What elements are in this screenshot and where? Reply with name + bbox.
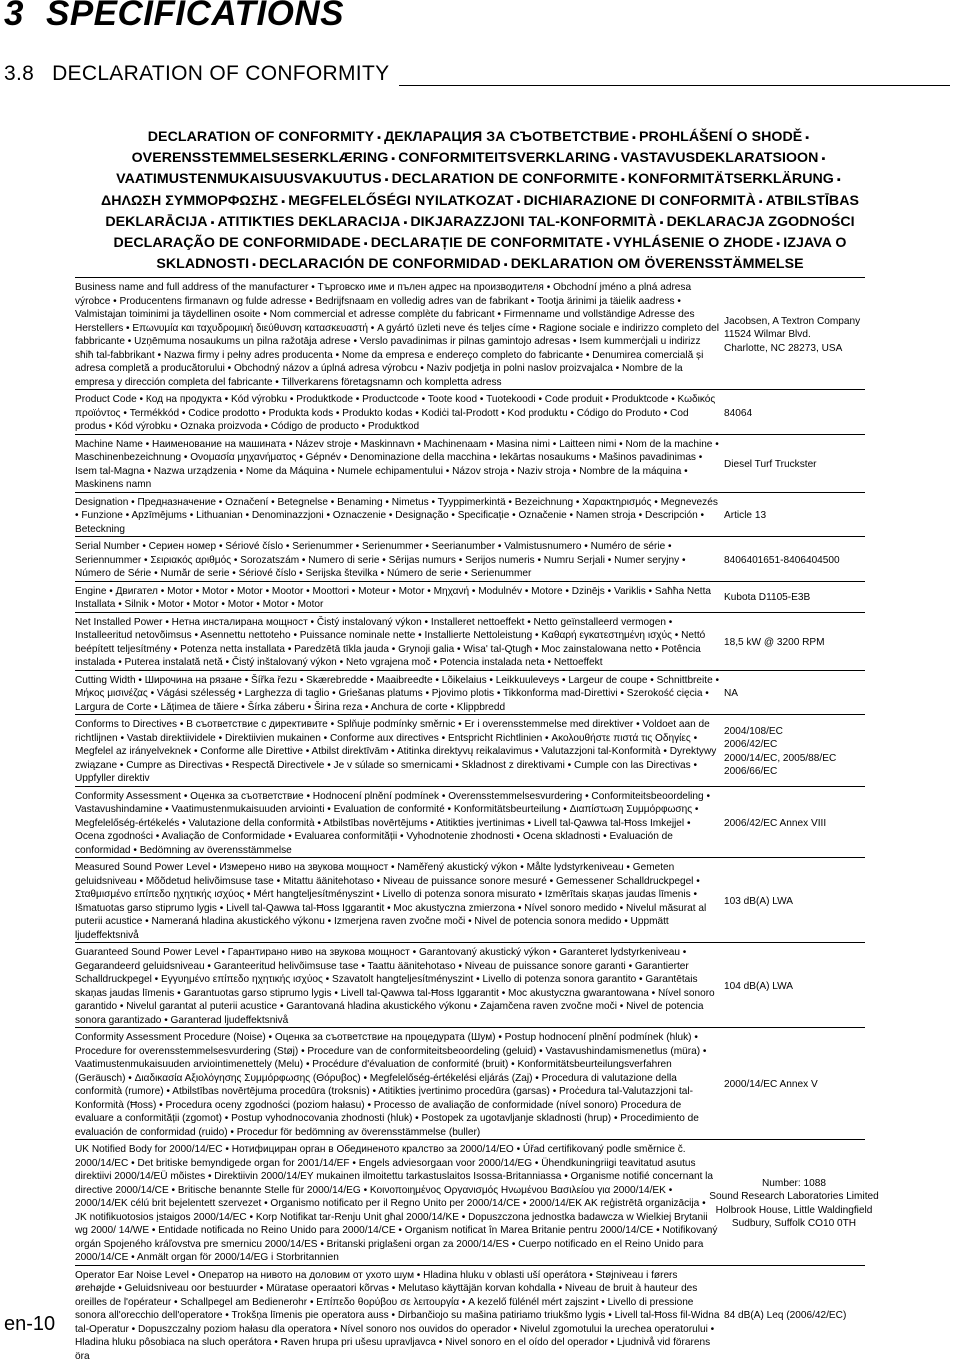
title-line (60, 233, 900, 254)
spec-label: Net Installed Power • Нетна инсталирана мощност • Čistý instalovaný výkon • Installeret nettoeffekt • Netto geïnstalleerd vermogen • Installeeritud netovõimsus • Asennettu nettoteho • Puissance nominale nette • Installierte Nettoleistung • Καθαρή εγκατεστημένη ισχύς • Nettó beépített teljesítmény • Potenza netta installata • Paredzētā tīkla jauda • Grynoji galia • Wisa' tal-Qtugħ • Moc zainstalowana netto • Potência instalada • Puterea instalată netă • Čistý inštalovaný výkon • Neto vgrajena moč • Potencia instalada neta • Nettoeffekt (75, 616, 724, 670)
spec-row (75, 389, 865, 434)
title-line (60, 191, 900, 212)
bullet-separator: ▪ (364, 238, 368, 250)
title-line (60, 254, 900, 275)
spec-row (75, 612, 865, 670)
spec-label: Cutting Width • Широчина на рязане • Šířka řezu • Skærebredde • Maaibreedte • Lõikelaius • Leikkuuleveys • Largeur de coupe • Schnittbreite • Μήκος μισινέζας • Vágási szélesség • Larghezza di taglio • Griešanas platums • Pjovimo plotis • Tikkonforma mad-Direttivi • Szerokość cięcia • Largura de Corte • Lățimea de tăiere • Šírka záberu • Širina reza • Anchura de corte • Klippbredd (75, 674, 724, 715)
spec-label: Guaranteed Sound Power Level • Гарантирано ниво на звукова мощност • Garantovaný akustický výkon • Garanteret lydstyrkeniveau • Gegarandeerd geluidsniveau • Garanteeritud helivõimsuse tase • Taattu äänitehotaso • Niveau de puissance sonore garanti • Garantierter Schalldruckpegel • Εγγυημένο επίπεδο ηχητικής ισχύος • Szavatolt hangteljesítményszint • Livello di potenza sonora garantito • Garantētais skaņas jaudas līmenis • Garantuotas garso stiprumo lygis • Livell tal-Qawwa tal-Ħoss Iggarantit • Moc akustyczna gwarantowana • Nível sonoro garantido • Nivelul garantat al puterii acustice • Garantovaná hladina akustického výkonu • Zajamčena raven zvočne moči • Nivel de potencia sonora garantizado • Garanterad ljudeffektsnivå (75, 946, 724, 1027)
title-phrase: ДЕКЛАРАЦИЯ ЗА СЪОТВЕТСТВИЕ (384, 129, 629, 145)
spec-value (724, 946, 864, 1027)
spec-value-line: Charlotte, NC 28273, USA (724, 342, 864, 356)
spec-value-line: Holbrook House, Little Waldingfield (716, 1204, 873, 1218)
spec-label: Measured Sound Power Level • Измерено ниво на звукова мощност • Naměřený akustický výkon • Målte lydstyrkeniveau • Gemeten geluidsniveau • Mõõdetud helivõimsuse tase • Mitattu äänitehotaso • Niveau de puissance sonore mesuré • Gemessener Schalldruckpegel • Σταθμισμένο επίπεδο ηχητικής ισχύος • Mért hangteljesítményszint • Livello di potenza sonora misurato • Izmērītais skaņas jaudas līmenis • Išmatuotas garso stiprumo lygis • Livell tal-Qawwa tal-Ħoss Iggarantit • Moc akustyczna zmierzona • Nível sonoro medido • Nivelul măsurat al puterii acustice • Nameraná hladina akustického výkonu • Izmerjena raven zvočne moči • Nivel de potencia sonora medido • Uppmätt ljudeffektsnivå (75, 861, 724, 942)
title-phrase: VAATIMUSTENMUKAISUUSVAKUUTUS (116, 171, 381, 187)
title-phrase: SKLADNOSTI (156, 256, 249, 272)
spec-row (75, 492, 865, 537)
spec-value-line: Number: 1088 (762, 1177, 826, 1191)
bullet-separator: ▪ (252, 259, 256, 271)
spec-value (724, 1143, 864, 1265)
spec-row (75, 670, 865, 715)
title-phrase: DICHIARAZIONE DI CONFORMITÀ (524, 193, 756, 209)
spec-value-line: 11524 Wilmar Blvd. (724, 328, 864, 342)
spec-label: Serial Number • Сериен номер • Sériové číslo • Serienummer • Serienummer • Seerianumber • Valmistusnumero • Numéro de série • Seriennummer • Σειριακός αριθμός • Sorozatszám • Numero di serie • Sērijas numurs • Serijos numeris • Numru Serjali • Numer seryjny • Número de Série • Număr de serie • Sériové číslo • Serijska številka • Número de serie • Serienummer (75, 540, 724, 581)
spec-value-line: Sudbury, Suffolk CO10 0TH (732, 1217, 856, 1231)
chapter-title: SPECIFICATIONS (46, 0, 344, 33)
spec-value-line: 103 dB(A) LWA (724, 895, 864, 909)
title-phrase: DEKLARĀCIJA (105, 214, 207, 230)
spec-row (75, 786, 865, 858)
spec-label: Conforms to Directives • В съответствие с директивите • Splňuje podmínky směrnic • Er i overensstemmelse med direktiver • Voldoet aan de richtlijnen • Vastab direktiividele • Direktiivien mukainen • Conforme aux directives • Entspricht Richtlinien • Ακολουθήστε πιστά τις Οδηγίες • Megfelel az irányelveknek • Conforme alle Direttive • Atbilst direktīvām • Atitinka direktyvų reikalavimus • Valutazzjoni tal-Konformità • Dyrektywy związane • Cumpre as Directivas • Respectă Directivele • Je v súlade so smernicami • Skladnost z direktivami • Cumple con las Directivas • Uppfyller direktiv (75, 718, 724, 786)
bullet-separator: ▪ (281, 196, 285, 208)
section-title: DECLARATION OF CONFORMITY (52, 62, 389, 86)
bullet-separator: ▪ (517, 196, 521, 208)
section-heading (4, 62, 950, 86)
title-line (60, 169, 900, 190)
spec-label: Conformity Assessment • Оценка за съответствие • Hodnocení plnění podmínek • Overensstemmelsesvurdering • Conformiteitsbeoordeling • Vastavushindamine • Vaatimustenmukaisuuden arviointi • Evaluation de conformité • Konformitätsbeurteilung • Διαπίστωση Συμμόρφωσης • Megfelelőség-értékelés • Valutazione della conformità • Atbilstības novērtējums • Atitikties įvertinimas • Livell tal-Qawwa tal-Ħoss Imkejjel • Ocena zgodności • Avaliação de Conformidade • Evaluarea conformității • Vyhodnotenie zhodnosti • Ocena skladnosti • Evaluación de conformidad • Bedömning av överensstämmelse (75, 790, 724, 858)
title-phrase: DEKLARATION OM ÖVERENSSTÄMMELSE (511, 256, 804, 272)
spec-value-line: 8406401651-8406404500 (724, 554, 864, 568)
title-phrase: ATITIKTIES DEKLARACIJA (218, 214, 401, 230)
bullet-separator: ▪ (621, 174, 625, 186)
spec-row (75, 714, 865, 786)
spec-value (724, 861, 864, 942)
spec-value-line: Kubota D1105-E3B (724, 591, 864, 605)
title-phrase: ΔΗΛΩΣΗ ΣΥΜΜΟΡΦΩΣΗΣ (101, 193, 278, 209)
spec-row (75, 857, 865, 942)
title-phrase: DECLARAÇÃO DE CONFORMIDADE (114, 235, 361, 251)
title-phrase: DEKLARACJA ZGODNOŚCI (667, 214, 855, 230)
bullet-separator: ▪ (759, 196, 763, 208)
spec-value-line: 2006/42/EC Annex VIII (724, 817, 864, 831)
spec-value-line: 104 dB(A) LWA (724, 980, 864, 994)
spec-value-line: 2006/42/EC (724, 738, 864, 752)
spec-value (724, 674, 864, 715)
title-line (60, 127, 900, 148)
spec-value (724, 718, 864, 786)
title-phrase: VASTAVUSDEKLARATSIOON (621, 150, 819, 166)
bullet-separator: ▪ (606, 238, 610, 250)
spec-value (724, 496, 864, 537)
spec-value-line: 84064 (724, 407, 864, 421)
title-line (60, 212, 900, 233)
bullet-separator: ▪ (776, 238, 780, 250)
spec-row (75, 434, 865, 492)
spec-label: Designation • Предназначение • Označení • Betegnelse • Benaming • Nimetus • Tyyppimerkintä • Bezeichnung • Χαρακτηρισμός • Megnevezés • Funzione • Apzīmējums • Lithuanian • Denominazzjoni • Oznaczenie • Designação • Specificație • Označenie • Namen stroja • Descripción • Beteckning (75, 496, 724, 537)
spec-label: Business name and full address of the manufacturer • Търговско име и пълен адрес на производителя • Obchodní jméno a plná adresa výrobce • Producentens firmanavn og fulde adresse • Bedrijfsnaam en volledig adres van de fabrikant • Tootja ärinimi ja täielik aadress • Valmistajan toiminimi ja täydellinen osoite • Nom commercial et adresse complète du fabricant • Firmenname und vollständige Adresse des Herstellers • Επωνυμία και ταχυδρομική διεύθυνση κατασκευαστή • A gyártó üzleti neve és teljes címe • Ragione sociale e indirizzo completo del fabbricante • Uzņēmuma nosaukums un pilna ražotāja adrese • Verslo pavadinimas ir pilnas gamintojo adresas • Isem kummerċjali u indirizz sħiħ tal-fabbrikant • Nazwa firmy i pełny adres producenta • Nome da empresa e endereço completo do fabricante • Denumirea comercială și adresa completă a producătorului • Obchodný názov a úplná adresa výrobcu • Naziv podjetja in polni naslov proizvajalca • Nombre de la empresa y dirección completa del fabricante • Tillverkarens företagsnamn och kompletta adress (75, 281, 724, 389)
title-phrase: OVERENSSTEMMELSESERKLÆRING (132, 150, 389, 166)
spec-label: Engine • Двигател • Motor • Motor • Motor • Mootor • Moottori • Moteur • Motor • Μηχανή • Modulnév • Motore • Dzinējs • Variklis • Saħħa Netta Installata • Silnik • Motor • Motor • Motor • Motor • Motor (75, 585, 724, 612)
bullet-separator: ▪ (403, 217, 407, 229)
title-phrase: DECLARATION OF CONFORMITY (148, 129, 374, 145)
title-phrase: KONFORMITÄTSERKLÄRUNG (628, 171, 834, 187)
specification-table (75, 277, 865, 1363)
spec-value-line: Article 13 (724, 509, 864, 523)
bullet-separator: ▪ (391, 153, 395, 165)
section-rule (399, 67, 950, 86)
bullet-separator: ▪ (504, 259, 508, 271)
title-line (60, 148, 900, 169)
spec-row (75, 1027, 865, 1139)
spec-value-line: 2000/14/EC, 2005/88/EC (724, 752, 864, 766)
spec-label: Product Code • Код на продукта • Kód výrobku • Produktkode • Productcode • Toote kood • Tuotekoodi • Code produit • Produktcode • Κωδικός προϊόντος • Termékkód • Codice prodotto • Produkta kods • Produkto kodas • Kodiċi tal-Prodott • Kod produktu • Código do Produto • Cod produs • Kód výrobku • Oznaka proizvoda • Código de producto • Produktkod (75, 393, 724, 434)
spec-value (724, 1031, 864, 1139)
spec-value-line: Sound Research Laboratories Limited (709, 1190, 878, 1204)
spec-value (724, 1269, 864, 1363)
bullet-separator: ▪ (805, 132, 809, 144)
bullet-separator: ▪ (614, 153, 618, 165)
title-phrase: DIKJARAZZJONI TAL-KONFORMITÀ (410, 214, 656, 230)
section-number: 3.8 (4, 62, 34, 86)
spec-row (75, 1265, 865, 1363)
spec-value-line: NA (724, 687, 864, 701)
spec-value (724, 438, 864, 492)
chapter-heading (4, 0, 344, 34)
spec-value (724, 281, 864, 389)
page-number: en-10 (4, 1313, 55, 1336)
spec-label: UK Notified Body for 2000/14/EC • Нотифициран орган в Обединеното кралство за 2000/14/EO • Úřad certifikovaný podle směrnice č. 2000/14/EC • Det britiske bemyndigede organ for 2001/14/EF • Engels adviesorgaan voor 2000/14/EG • Ühendkuningriigi teavitatud asutus direktiivi 2000/14/EÜ mõistes • Direktiivin 2000/14/EY mukainen ilmoitettu tarkastuslaitos Isossa-Britanniassa • Organisme notifié concernant la directive 2000/14/CE • Britische benannte Stelle für 2000/14/EG • Κοινοποιημένος Οργανισμός Ηνωμένου Βασιλείου για 2000/14/ΕΚ • 2000/14/EK célú brit bejelentett szervezet • Organismo notificato per il Regno Unito per 2000/14/CE • 2000/14/EK AK reģistrētā organizācija • JK notifikuotosios įstaigos 2000/14/EC • Korp Notifikat tar-Renju Unit għal 2000/14/KE • Dopuszczona jednostka badawcza w Wielkiej Brytanii wg 2000/ 14/WE • Entidade notificada no Reino Unido para 2000/14/CE • Organism notificat în Marea Britanie pentru 2000/14/CE • Notifikovaný orgán Spojeného kráľovstva pre smernicu 2000/14/ES • Britanski priglašeni organ za 2000/14/ES • Cuerpo notificado en el Reino Unido para 2000/14/CE • Anmält organ för 2000/14/EG i Storbritannien (75, 1143, 724, 1265)
spec-value-line: 18,5 kW @ 3200 RPM (724, 636, 864, 650)
bullet-separator: ▪ (837, 174, 841, 186)
spec-value-line: Jacobsen, A Textron Company (724, 315, 864, 329)
spec-value-line: 84 dB(A) Leq (2006/42/EC) (724, 1309, 864, 1323)
spec-value-line: Diesel Turf Truckster (724, 458, 864, 472)
bullet-separator: ▪ (821, 153, 825, 165)
spec-value (724, 393, 864, 434)
spec-label: Operator Ear Noise Level • Оператор на нивото на доловим от ухото шум • Hladina hluku v oblasti uší operátora • Støjniveau i førers ørehøjde • Geluidsniveau oor bestuurder • Müratase operaatori kõrvas • Melutaso käyttäjän korvan kohdalla • Niveau de bruit à hauteur des oreilles de l'opérateur • Schallpegel am Bedienerohr • Επίπεδο θορύβου σε λειτουργία • A kezelő fülénél mért zajszint • Livello di pressione sonora all'orecchio dell'operatore • Trokšņa līmenis pie operatora auss • Dirbančiojo su mašina patiriamo triukšmo lygis • Livell tal-Ħoss fil-Widna tal-Operatur • Dopuszczalny poziom hałasu dla operatora • Nível sonoro nos ouvidos do operador • Nivelul zgomotului la urechea operatorului • Hladina hluku pôsobiaca na sluch operátora • Raven hrupa pri ušesu upravljavca • Nivel sonoro en el oído del operador • Ljudnivå vid förarens öra (75, 1269, 724, 1363)
spec-value (724, 790, 864, 858)
spec-value (724, 540, 864, 581)
title-phrase: CONFORMITEITSVERKLARING (398, 150, 610, 166)
bullet-separator: ▪ (377, 132, 381, 144)
title-phrase: DECLARATION DE CONFORMITE (392, 171, 618, 187)
bullet-separator: ▪ (211, 217, 215, 229)
spec-label: Conformity Assessment Procedure (Noise) • Оценка за съответствие на процедурата (Шум) • Postup hodnocení plnění podmínek (hluk) • Procedure for overensstemmelsesvurdering (Støj) • Procedure van de conformiteitsbeoordeling (geluid) • Vastavushindamismenetlus (müra) • Vaatimustenmukaisuuden arviointimenettely (Melu) • Procédure d'évaluation de conformité (bruit) • Konformitätsbeurteilungsverfahren (Geräusch) • Διαδικασία Αξιολόγησης Συμμόρφωσης (Θόρυβος) • Megfelelőség-értékelési eljárás (Zaj) • Procedura di valutazione della conformità (rumore) • Atbilstības novērtējuma procedūra (troksnis) • Atitikties įvertinimo procedūra (garsas) • Proċedura tal-Valutazzjoni tal-Konformità (Ħoss) • Procedura oceny zgodności (poziom hałasu) • Processo de avaliação de conformidade (nível sonoro) Procedura de evaluare a conformității (zgomot) • Postup vyhodnocovania zhodnosti (hluk) • Postopek za ugotavljanje skladnosti (hrup) • Procedimiento de evaluación de conformidad (ruido) • Procedur för bedömning av överensstämmelse (buller) (75, 1031, 724, 1139)
spec-row (75, 536, 865, 581)
spec-row (75, 277, 865, 389)
spec-value-line: 2004/108/EC (724, 725, 864, 739)
bullet-separator: ▪ (385, 174, 389, 186)
title-phrase: DECLARACIÓN DE CONFORMIDAD (259, 256, 501, 272)
declaration-title-block (60, 127, 900, 275)
bullet-separator: ▪ (660, 217, 664, 229)
title-phrase: ATBILSTĪBAS (766, 193, 859, 209)
spec-value-line: 2006/66/EC (724, 765, 864, 779)
title-phrase: MEGFELELŐSÉGI NYILATKOZAT (288, 193, 513, 209)
spec-row (75, 581, 865, 612)
title-phrase: IZJAVA O (783, 235, 846, 251)
title-phrase: PROHLÁŠENÍ O SHODĚ (639, 129, 802, 145)
title-phrase: DECLARAȚIE DE CONFORMITATE (371, 235, 604, 251)
spec-value-line: 2000/14/EC Annex V (724, 1078, 864, 1092)
spec-row (75, 1139, 865, 1265)
title-phrase: VYHLÁSENIE O ZHODE (613, 235, 773, 251)
spec-value (724, 616, 864, 670)
chapter-number: 3 (4, 0, 24, 33)
spec-label: Machine Name • Наименование на машината • Název stroje • Maskinnavn • Machinenaam • Masina nimi • Laitteen nimi • Nom de la machine • Maschinenbezeichnung • Ονομασία μηχανήματος • Gépnév • Denominazione della macchina • Iekārtas nosaukums • Mašinos pavadinimas • Isem tal-Magna • Nazwa urządzenia • Nome da Máquina • Numele echipamentului • Názov stroja • Naziv stroja • Nombre de la máquina • Maskinens namn (75, 438, 724, 492)
spec-value (724, 585, 864, 612)
spec-row (75, 942, 865, 1027)
bullet-separator: ▪ (632, 132, 636, 144)
